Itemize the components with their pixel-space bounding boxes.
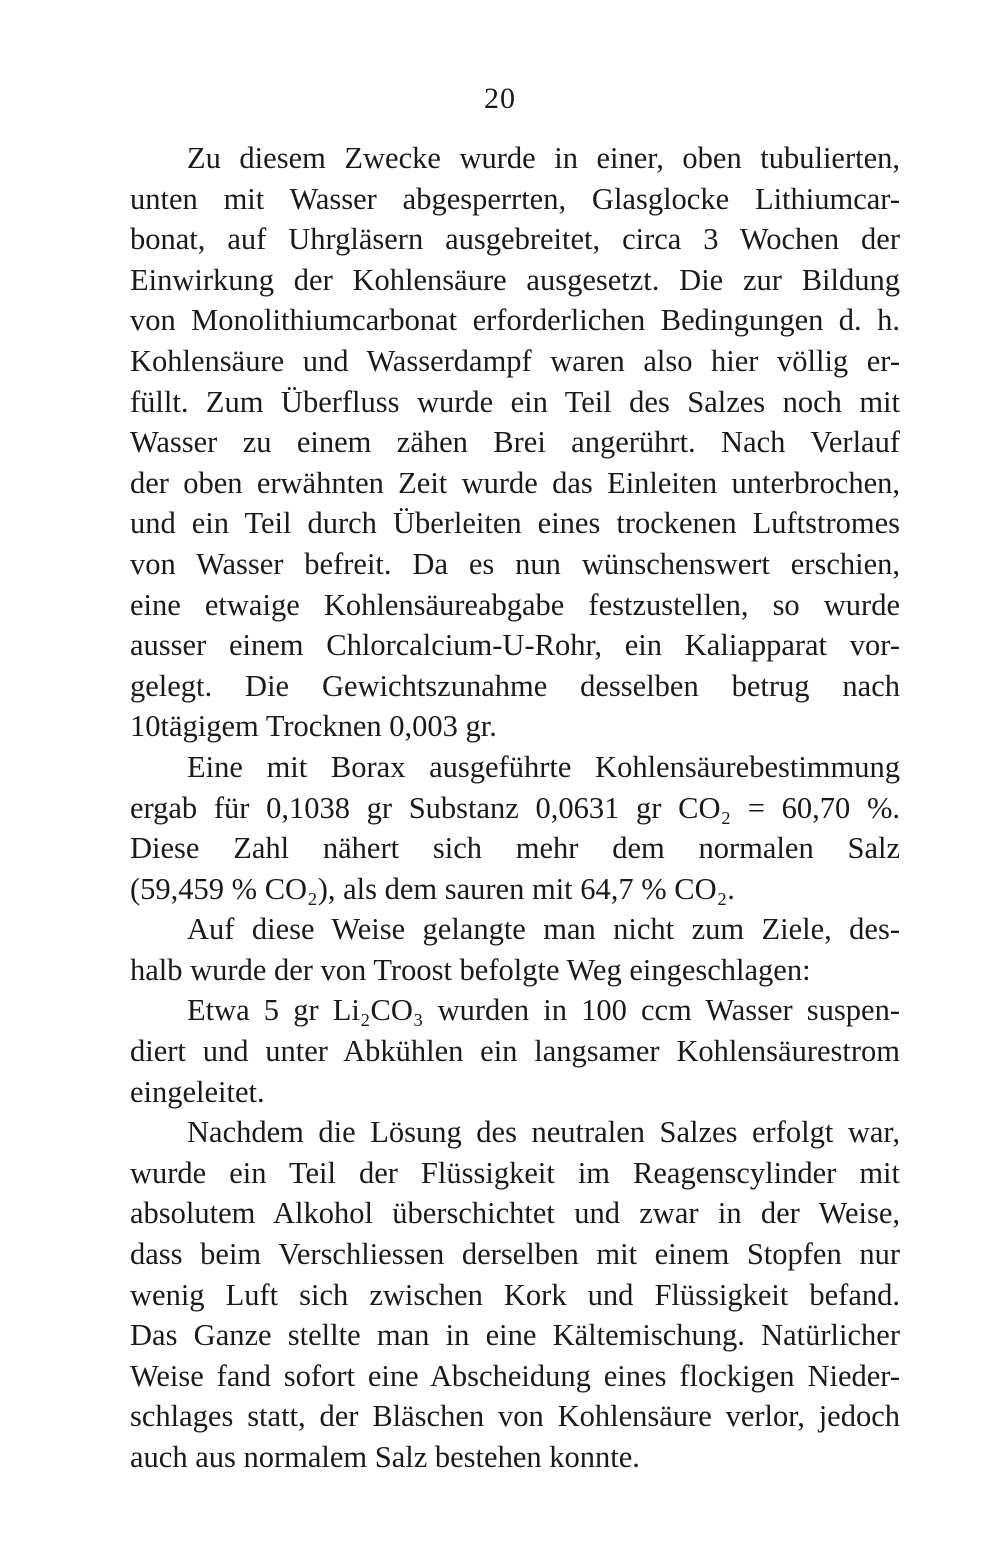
body-text [130, 138, 900, 1478]
text-line: Kohlensäure und Wasserdampf waren also hier völlig er- [130, 343, 900, 378]
text-line: Nachdem die Lösung des neutralen Salzes erfolgt war, [187, 1115, 900, 1150]
page-number: 20 [484, 82, 516, 115]
text-line: Wasser zu einem zähen Brei angerührt. Nach Verlauf [130, 425, 900, 460]
text-line: schlages statt, der Bläschen von Kohlensäure verlor, jedoch [130, 1399, 900, 1434]
text-line: von Wasser befreit. Da es nun wünschenswert erschien, [130, 546, 900, 581]
text-line: halb wurde der von Troost befolgte Weg eingeschlagen: [130, 952, 811, 987]
text-line: bonat, auf Uhrgläsern ausgebreitet, circa 3 Wochen der [130, 222, 900, 257]
text-line: Eine mit Borax ausgeführte Kohlensäurebestimmung [187, 749, 900, 784]
text-line: Auf diese Weise gelangte man nicht zum Ziele, des- [187, 912, 900, 947]
text-line: eingeleitet. [130, 1074, 265, 1109]
text-line: wenig Luft sich zwischen Kork und Flüssigkeit befand. [130, 1277, 900, 1312]
text-line: auch aus normalem Salz bestehen konnte. [130, 1440, 640, 1474]
text-line: gelegt. Die Gewichtszunahme desselben betrug nach [130, 668, 900, 703]
text-line: Das Ganze stellte man in eine Kältemischung. Natürlicher [130, 1318, 900, 1353]
text-line: Einwirkung der Kohlensäure ausgesetzt. Die zur Bildung [130, 262, 900, 297]
text-line: ergab für 0,1038 gr Substanz 0,0631 gr CO₂ = 60,70 %. [130, 790, 900, 825]
text-line: Weise fand sofort eine Abscheidung eines flockigen Nieder- [130, 1358, 900, 1393]
text-line: 10tägigem Trocknen 0,003 gr. [130, 709, 497, 744]
text-line: der oben erwähnten Zeit wurde das Einleiten unterbrochen, [130, 465, 900, 500]
text-line: von Monolithiumcarbonat erforderlichen Bedingungen d. h. [130, 303, 900, 338]
text-line: Diese Zahl nähert sich mehr dem normalen Salz [130, 831, 900, 866]
text-line: diert und unter Abkühlen ein langsamer Kohlensäurestrom [130, 1034, 900, 1069]
text-line: absolutem Alkohol überschichtet und zwar in der Weise, [130, 1196, 900, 1231]
text-line: ausser einem Chlorcalcium-U-Rohr, ein Kaliapparat vor- [130, 628, 900, 663]
text-line: Etwa 5 gr Li₂CO₃ wurden in 100 ccm Wasser suspen- [187, 993, 900, 1028]
text-line: Zu diesem Zwecke wurde in einer, oben tubulierten, [187, 141, 900, 175]
text-line: unten mit Wasser abgesperrten, Glasglocke Lithiumcar- [130, 181, 900, 216]
text-line: wurde ein Teil der Flüssigkeit im Reagenscylinder mit [130, 1155, 900, 1190]
text-line: füllt. Zum Überfluss wurde ein Teil des Salzes noch mit [130, 384, 900, 419]
text-line: eine etwaige Kohlensäureabgabe festzustellen, so wurde [130, 587, 900, 622]
text-line: (59,459 % CO₂), als dem sauren mit 64,7 % CO₂. [130, 871, 735, 906]
text-line: dass beim Verschliessen derselben mit einem Stopfen nur [130, 1237, 900, 1272]
text-line: und ein Teil durch Überleiten eines trockenen Luftstromes [130, 506, 900, 541]
